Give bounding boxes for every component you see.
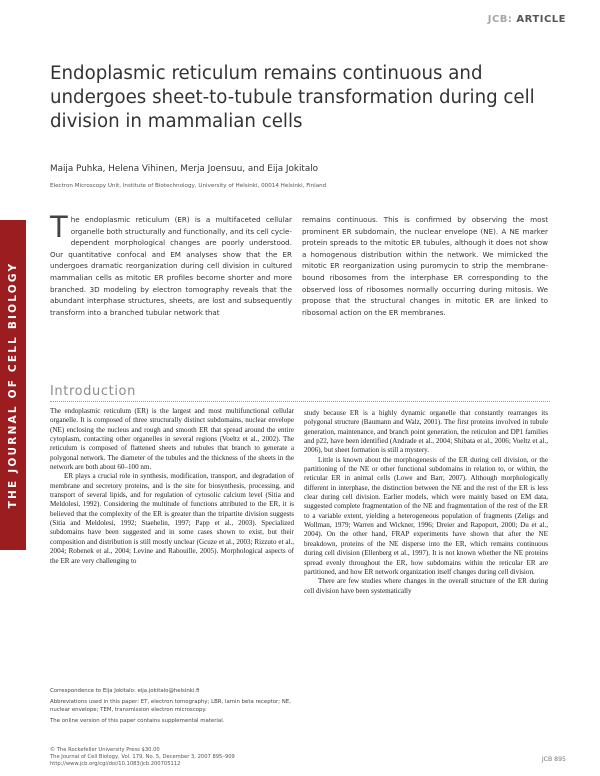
journal-tag-jcb: JCB:	[487, 14, 513, 25]
body-paragraph: ER plays a crucial role in synthesis, modification, transport, and degradation of membrane and secretory proteins, and is the site for biosynthesis, processing, and transport of several lipids, and for regulation of cytosolic calcium level (Sitia and Meldolesi, 1992). Considering the multitude of functions attributed to the ER, it is believed that the complexity of the ER is greater than the tripartite division suggests (Sitia and Meldolesi, 1992; Staehelin, 1997; Papp et al., 2003). Specialized subdomains have been suggested and in some cases shown to exist, but their composition and distribution is still mostly unclear (Gcuze et al., 2003; Rizzuto et al., 2004; Robenek et al., 2004; Levine and Rabouille, 2005). Morphological aspects of the ER are very challenging to	[50, 472, 294, 565]
introduction-heading: Introduction	[50, 384, 136, 399]
body-paragraph: study because ER is a highly dynamic organelle that constantly rearranges its polygonal structure (Baumann and Walz, 2001). The first proteins involved in tubule generation, maintenance, and branch point generation, the reticulon and DP1 families and p22, have been identified (Andrade et al., 2004; Shibata et al., 2006; Voeltz et al., 2006), but sheet formation is still a mystery.	[304, 409, 548, 455]
author-list: Maija Puhka, Helena Vihinen, Merja Joensuu, and Eija Jokitalo	[50, 164, 319, 174]
footer-doi: http://www.jcb.org/cgi/doi/10.1083/jcb.200705112	[50, 761, 181, 767]
journal-name-vertical: THE JOURNAL OF CELL BIOLOGY	[7, 261, 19, 509]
abstract-left-column	[50, 210, 292, 318]
page-footer	[50, 747, 235, 768]
abstract-right-column: remains continuous. This is confirmed by observing the most prominent ER subdomain, the nuclear envelope (NE). A NE marker protein spreads to the mitotic ER tubules, although it does not show a homogenous distribution within the network. We mimicked the mitotic ER reorganization using puromycin to strip the membrane-bound ribosomes from the interphase ER corresponding to the observed loss of ribosomes normally occurring during mitosis. We propose that the structural changes in mitotic ER are linked to ribosomal action on the ER membranes.	[302, 215, 548, 317]
footnote-online: The online version of this paper contains supplemental material.	[50, 718, 225, 725]
body-paragraph: There are few studies where changes in the overall structure of the ER during cell division have been systematically	[304, 577, 548, 595]
section-divider	[50, 401, 550, 402]
footnotes	[50, 687, 294, 728]
body-left-column	[50, 407, 294, 566]
body-paragraph: Little is known about the morphogenesis of the ER during cell division, or the partitioning of the NE or other functional subdomains in relation to, or within, the reticular ER in animal cells (Lowe and Barr, 2007). Although morphologically different in interphase, the distinction between the NE and the rest of the ER is less clear during cell division. Earlier models, which were mainly based on EM data, suggested complete fragmentation of the NE and fragmentation of the rest of the ER to a variable extent, yielding a heterogeneous population of fragments (Zeligs and Wollman, 1979; Warren and Wickner, 1996; Dreier and Rapoport, 2000; Du et al., 2004). On the other hand, FRAP experiments have shown that after the NE breakdown, proteins of the NE disperse into the ER, which remains continuous during cell division (Ellenberg et al., 1997). It is not known whether the NE proteins spread evenly throughout the ER, how subdomains within the reticular ER are partitioned, and how ER network organization itself changes during cell division.	[304, 455, 548, 576]
author-affiliation: Electron Microscopy Unit, Institute of Biotechnology, University of Helsinki, 00014 Helsinki, Finland	[50, 183, 327, 189]
abstract-left-text: he endoplasmic reticulum (ER) is a multifaceted cellular organelle both structurally and functionally, and its cell cycle-dependent morphological changes are poorly understood. Our quantitative confocal and EM analyses show that the ER undergoes dramatic reorganization during cell division in cultured mammalian cells as mitotic ER profiles become shorter and more branched. 3D modeling by electron tomography reveals that the abundant interphase structures, sheets, are lost and subsequently transform into a branched tubular network that	[50, 215, 292, 317]
journal-tag-article: ARTICLE	[516, 14, 566, 25]
footer-copyright: © The Rockefeller University Press $30.00	[50, 747, 160, 753]
journal-sidebar-band	[0, 220, 26, 550]
page-number: JCB 895	[541, 756, 566, 763]
body-right-column	[304, 409, 548, 596]
footnote-correspondence: Correspondence to Eija Jokitalo: eija.jokitalo@helsinki.fi	[50, 688, 200, 694]
journal-article-tag	[488, 14, 566, 25]
abstract-dropcap: T	[50, 210, 68, 244]
body-paragraph: The endoplasmic reticulum (ER) is the largest and most multifunctional cellular organelle. It is composed of three structurally distinct subdomains, nuclear envelope (NE) enclosing the nucleus and rough and smooth ER that spread around the entire cytoplasm, contacting other organelles in several regions (Voeltz et al., 2002). The reticulum is composed of flattened sheets and tubules that branch to generate a polygonal network. The diameter of the tubules and the thickness of the sheets in the network are both about 60–100 nm.	[50, 407, 294, 472]
paper-title: Endoplasmic reticulum remains continuous and undergoes sheet-to-tubule transformation during cell division in mammalian cells	[50, 63, 535, 132]
footnote-abbreviations: Abbreviations used in this paper: ET, electron tomography; LBR, lamin beta receptor; NE, nuclear envelope; TEM, transmission electron microscopy.	[50, 699, 291, 714]
footer-citation: The Journal of Cell Biology, Vol. 179, No. 5, December 3, 2007 895–909	[50, 754, 235, 760]
